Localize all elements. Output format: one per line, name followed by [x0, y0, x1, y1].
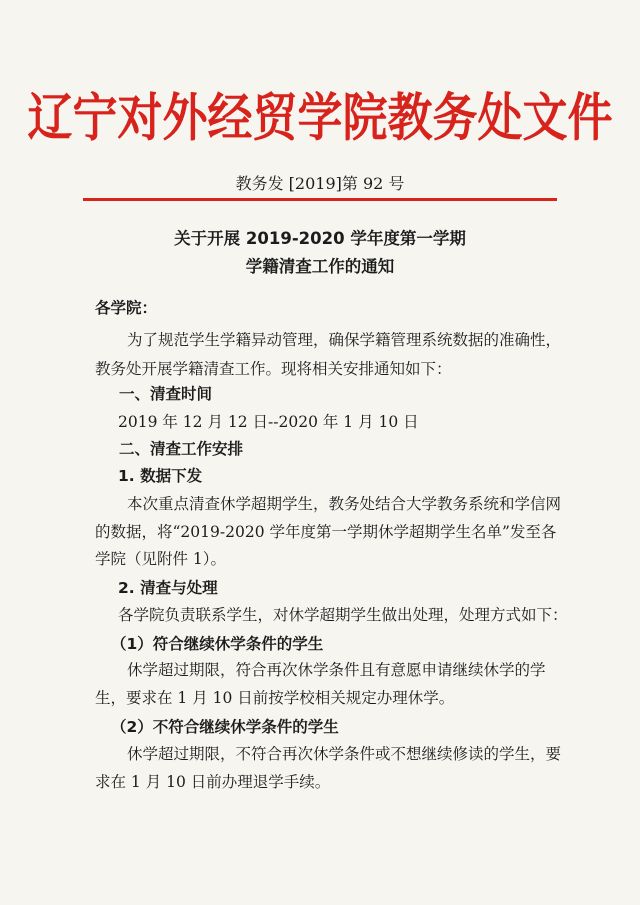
sub-1-heading: （1）符合继续休学条件的学生: [111, 635, 324, 653]
notice-title-line-2: 学籍清查工作的通知: [245, 257, 395, 276]
item-1-line-1: 本次重点清查休学超期学生，教务处结合大学教务系统和学信网: [127, 495, 562, 513]
red-rule-divider: [83, 198, 557, 201]
sub-1-line-1: 休学超过期限，符合再次休学条件且有意愿申请继续休学的学: [127, 661, 546, 679]
item-2-heading: 2. 清查与处理: [118, 579, 218, 597]
item-1-line-2: 的数据，将“2019-2020 学年度第一学期休学超期学生名单”发至各: [95, 523, 557, 541]
salutation: 各学院：: [95, 299, 158, 317]
item-1-heading: 1. 数据下发: [118, 467, 203, 485]
notice-title-line-1: 关于开展 2019-2020 学年度第一学期: [174, 229, 466, 248]
sub-2-heading: （2）不符合继续休学条件的学生: [111, 718, 339, 736]
intro-line-1: 为了规范学生学籍异动管理，确保学籍管理系统数据的准确性，: [127, 331, 562, 349]
sub-1-line-2: 生，要求在 1 月 10 日前按学校相关规定办理休学。: [95, 689, 455, 707]
intro-line-2: 教务处开展学籍清查工作。现将相关安排通知如下：: [95, 360, 452, 378]
masthead-title: 辽宁对外经贸学院教务处文件: [27, 86, 613, 148]
item-2-text: 各学院负责联系学生，对休学超期学生做出处理，处理方式如下：: [118, 606, 568, 624]
item-1-line-3: 学院（见附件 1）。: [95, 550, 227, 568]
section-1-text: 2019 年 12 月 12 日--2020 年 1 月 10 日: [118, 413, 419, 431]
section-2-heading: 二、清查工作安排: [119, 440, 244, 458]
sub-2-line-2: 求在 1 月 10 日前办理退学手续。: [95, 773, 331, 791]
document-number: 教务发 [2019]第 92 号: [235, 174, 405, 193]
section-1-heading: 一、清查时间: [119, 385, 213, 403]
sub-2-line-1: 休学超过期限，不符合再次休学条件或不想继续修读的学生，要: [127, 745, 562, 763]
